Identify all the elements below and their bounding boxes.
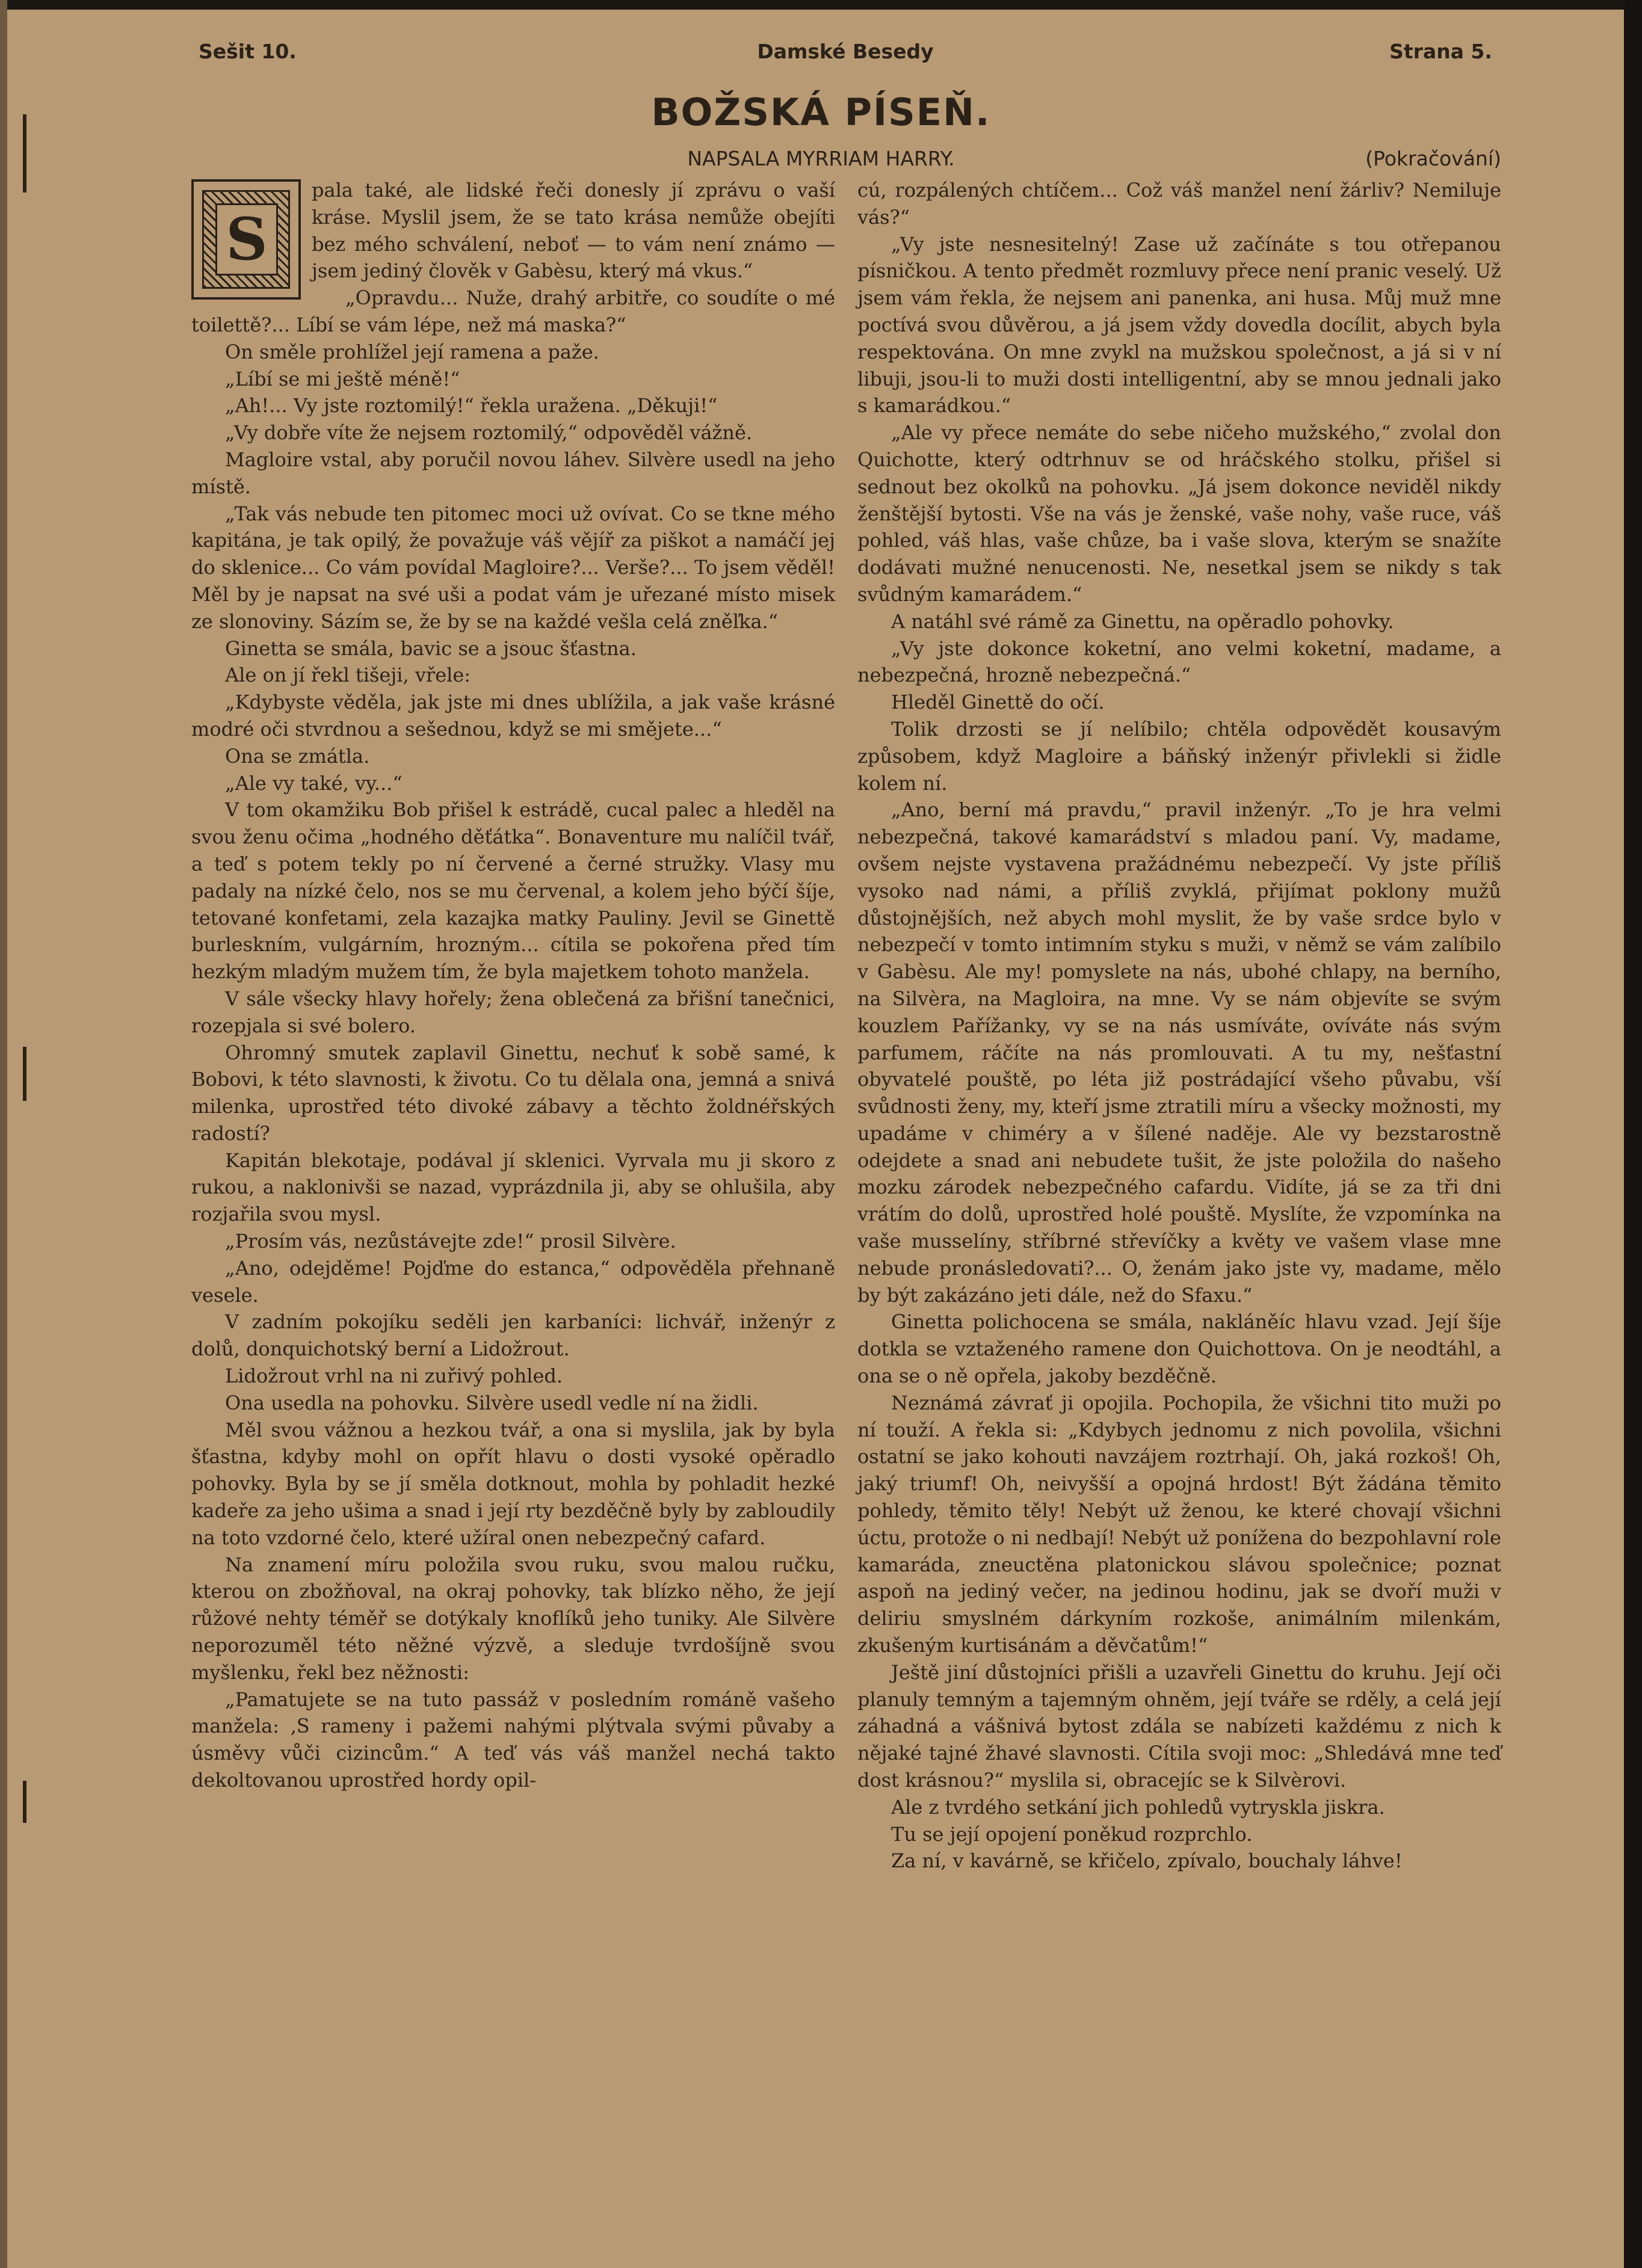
paragraph: „Kdybyste věděla, jak jste mi dnes ublížila, a jak vaše krásné modré oči stvrdnou a sešednou, když se mi smějete...“: [191, 691, 835, 741]
paragraph: Ginetta se smála, bavic se a jsouc šťastna.: [225, 636, 637, 660]
header-magazine: Damské Besedy: [757, 40, 934, 63]
paragraph: Ginetta polichocena se smála, nakláněíc hlavu vzad. Její šíje dotkla se vztaženého ramene don Quichottova. On je neodtáhl, a ona se o ně opřela, jakoby bezděčně.: [857, 1310, 1501, 1388]
paragraph: Tolik drzosti se jí nelíbilo; chtěla odpovědět kousavým způsobem, když Magloire a báňský inženýr přivlekli si židle kolem ní.: [857, 717, 1501, 795]
paragraph: „Ale vy také, vy...“: [225, 771, 403, 795]
paragraph: Lidožrout vrhl na ni zuřivý pohled.: [225, 1364, 563, 1388]
binding-mark: [23, 1047, 26, 1101]
dropcap-ornament: [191, 179, 301, 300]
paragraph: Měl svou vážnou a hezkou tvář, a ona si myslila, jak by byla šťastna, kdyby mohl on opřít hlavu o dosti vysoké opěradlo pohovky. Byla by se jí směla dotknout, mohla by pohladit hezké kadeře za jeho ušima a snad i její rty bezděčně byly by zabloudily na toto vzdorné čelo, které užíral onen nebezpečný cafard.: [191, 1418, 835, 1549]
header-page: Strana 5.: [1389, 40, 1492, 63]
paragraph: Neznámá závrať ji opojila. Pochopila, že všichni tito muži po ní touží. A řekla si: „Kdybych jednomu z nich povolila, všichni ostatní se jako kohouti navzájem roztrhají. Oh, jaká rozkoš! Oh, jaký triumf! Oh, neivyšší a opojná hrdost! Být žádána těmito pohledy, těmito těly! Nebýt už ženou, ke které chovají všichni úctu, protože o ni nedbají! Nebýt už ponížena do bezpohlavní role kamaráda, zneuctěna platonickou slávou společnice; poznat aspoň na jediný večer, na jedinou hodinu, jak se dvoří muži v deliriu smyslném dárkyním rozkoše, animálním milenkám, zkušeným kurtisánám a děvčatům!“: [857, 1391, 1501, 1657]
paragraph: „Ano, berní má pravdu,“ pravil inženýr. „To je hra velmi nebezpečná, takové kamarádství s mladou paní. Vy, madame, ovšem nejste vystavena pražádnému nebezpečí. Vy jste příliš vysoko nad námi, a příliš zvyklá, přijímat poklony mužů důstojnějších, než abych mohl myslit, že by vaše srdce bylo v nebezpečí v tomto intimním styku s muži, v němž se vám zalíbilo v Gabèsu. Ale my! pomyslete na nás, ubohé chlapy, na berního, na Silvèra, na Magloira, na mne. Vy se nám objevíte se svým kouzlem Pařížanky, vy se na nás usmíváte, ovíváte nás svým parfumem, ráčíte na nás promlouvati. A tu my, nešťastní obyvatelé pouště, po léta již postrádající všeho půvabu, vší svůdnosti ženy, my, kteří jsme ztratili míru a všecky možnosti, my upadáme v chiméry a v šílené naděje. Ale vy bezstarostně odejdete a snad ani nebudete tušit, že jste položila do našeho mozku zárodek nebezpečného cafardu. Vidíte, já se za tři dni vrátím do dolů, uprostřed holé pouště. Myslíte, že vzpomínka na vaše musselíny, stříbrné střevíčky a květy ve vašem vlase mne nebude pronásledovati?... O, ženám jako jste vy, madame, mělo by být zakázáno jeti dále, než do Sfaxu.“: [857, 798, 1501, 1307]
paragraph: „Líbí se mi ještě méně!“: [225, 367, 460, 390]
paragraph: „Opravdu... Nuže, drahý arbitře, co soudíte o mé toilettě?... Líbí se vám lépe, než má maska?“: [191, 286, 835, 336]
paragraph: Ještě jiní důstojníci přišli a uzavřeli Ginettu do kruhu. Její oči planuly temným a tajemným ohněm, její tváře se rděly, a celá její záhadná a vášnivá bytost zdála se nabízeti každému z nich k nějaké tajné žhavé slavnosti. Cítila svoji moc: „Shledává mne teď dost krásnou?“ myslila si, obracejíc se k Silvèrovi.: [857, 1660, 1501, 1792]
paragraph: Kapitán blekotaje, podával jí sklenici. Vyrvala mu ji skoro z rukou, a naklonivši se nazad, vyprázdnila ji, aby se ohlušila, aby rozjařila svou mysl.: [191, 1148, 835, 1226]
article-byline: NAPSALA MYRRIAM HARRY.: [687, 147, 955, 170]
paragraph: „Vy jste dokonce koketní, ano velmi koketní, madame, a nebezpečná, hrozně nebezpečná.“: [857, 636, 1501, 687]
continuation-note: (Pokračování): [1365, 147, 1501, 170]
paragraph: Ohromný smutek zaplavil Ginettu, nechuť k sobě samé, k Bobovi, k této slavnosti, k životu. Co tu dělala ona, jemná a snivá milenka, uprostřed této divoké zábavy a těchto žoldnéřských radostí?: [191, 1041, 835, 1145]
paragraph: Ale on jí řekl tišeji, vřele:: [225, 664, 471, 687]
left-column: [191, 177, 835, 1794]
paragraph: „Vy dobře víte že nejsem roztomilý,“ odpověděl vážně.: [225, 421, 753, 445]
paragraph: „Ano, odejděme! Pojďme do estanca,“ odpověděla přehnaně vesele.: [191, 1256, 835, 1307]
article-title: BOŽSKÁ PÍSEŇ.: [651, 90, 991, 134]
paragraph: V zadním pokojíku seděli jen karbaníci: lichvář, inženýr z dolů, donquichotský berní a Lidožrout.: [191, 1310, 835, 1361]
paragraph: „Prosím vás, nezůstávejte zde!“ prosil Silvère.: [225, 1230, 676, 1253]
paragraph: „Tak vás nebude ten pitomec moci už ovívat. Co se tkne mého kapitána, je tak opilý, že považuje váš vějíř za piškot a namáčí jej do sklenice... Co vám povídal Magloire?... Verše?... To jsem věděl! Měl by je napsat na své uši a podat vám je uřezané místo misek ze slonoviny. Sázím se, že by se na každé vešla celá zněľka.“: [191, 502, 835, 633]
paragraph: A natáhl své rámě za Ginettu, na opěradlo pohovky.: [891, 609, 1394, 633]
paragraph: V sále všecky hlavy hořely; žena oblečená za břišní tanečnici, rozepjala si své bolero.: [191, 987, 835, 1037]
scan-edge-top: [0, 0, 1642, 10]
paragraph: „Vy jste nesnesitelný! Zase už začínáte s tou otřepanou písničkou. A tento předmět rozmluvy přece není pranic veselý. Už jsem vám řekla, že nejsem ani panenka, ani husa. Můj muž mne poctívá svou důvěrou, a já jsem vždy dovedla docílit, abych byla respektována. On mne zvykl na mužskou společnost, a já si v ní libuji, jsou-li to muži dosti intelligentní, aby se mnou jednali jako s kamarádkou.“: [857, 232, 1501, 418]
paragraph: cú, rozpálených chtíčem... Což váš manžel není žárliv? Nemiluje vás?“: [857, 179, 1501, 229]
header-issue: Sešit 10.: [199, 40, 297, 63]
paragraph: „Ale vy přece nemáte do sebe ničeho mužského,“ zvolal don Quichotte, který odtrhnuv se od hráčského stolku, přišel si sednout bez okolků na pohovku. „Já jsem dokonce neviděl nikdy ženštější bytosti. Vše na vás je ženské, vaše nohy, vaše ruce, váš pohled, váš hlas, vaše chůze, ba i vaše slova, kterým se snažíte dodávati mužné nenucenosti. Ne, nesetkal jsem se nikdy s tak svůdným kamarádem.“: [857, 421, 1501, 606]
paragraph: Magloire vstal, aby poručil novou láhev. Silvère usedl na jeho místě.: [191, 448, 835, 498]
paragraph: Ale z tvrdého setkání jich pohledů vytryskla jiskra.: [891, 1795, 1385, 1819]
binding-mark: [23, 1781, 26, 1823]
paragraph: Ona se zmátla.: [225, 744, 370, 768]
paragraph: Za ní, v kavárně, se křičelo, zpívalo, bouchaly láhve!: [891, 1849, 1403, 1873]
scan-edge-left: [0, 0, 7, 2268]
paragraph: Ona usedla na pohovku. Silvère usedl vedle ní na židli.: [225, 1391, 759, 1414]
paragraph: V tom okamžiku Bob přišel k estrádě, cucal palec a hleděl na svou ženu očima „hodného děťátka“. Bonaventure mu nalíčil tvář, a teď s potem tekly po ní červené a černé stružky. Vlasy mu padaly na nízké čelo, nos se mu červenal, a kolem jeho býčí šíje, tetované konfetami, zela kazajka matky Pauliny. Jevil se Ginettě burleskním, vulgárním, hrozným... cítila se pokořena před tím hezkým mladým mužem tím, že byla majetkem tohoto manžela.: [191, 798, 835, 984]
scan-edge-right: [1624, 0, 1642, 2268]
paragraph: Hleděl Ginettě do očí.: [891, 691, 1105, 714]
right-column: [857, 177, 1501, 1875]
paragraph: pala také, ale lidské řeči donesly jí zprávu o vaší kráse. Myslil jsem, že se tato krása nemůže obejíti bez mého schválení, neboť — to vám není známo — jsem jediný člověk v Gabèsu, který má vkus.“: [312, 179, 835, 283]
paragraph: Na znamení míru položila svou ruku, svou malou ručku, kterou on zbožňoval, na okraj pohovky, tak blízko něho, že její růžové nehty téměř se dotýkaly knoflíků jeho tuniky. Ale Silvère neporozuměl této něžné výzvě, a sleduje tvrdošíjně svou myšlenku, řekl bez něžnosti:: [191, 1553, 835, 1684]
paragraph: Tu se její opojení poněkud rozprchlo.: [891, 1822, 1253, 1846]
paragraph: „Ah!... Vy jste roztomilý!“ řekla uražena. „Děkuji!“: [225, 394, 718, 418]
dropcap-letter: S: [215, 203, 278, 276]
paragraph: „Pamatujete se na tuto passáž v posledním románě vašeho manžela: ‚S rameny i pažemi nahými plýtvala svými půvaby a úsměvy vůči cizincům.“ A teď vás váš manžel nechá takto dekoltovanou uprostřed hordy opil-: [191, 1687, 835, 1792]
running-header: [199, 40, 1492, 76]
paragraph: On směle prohlížel její ramena a paže.: [225, 340, 599, 363]
